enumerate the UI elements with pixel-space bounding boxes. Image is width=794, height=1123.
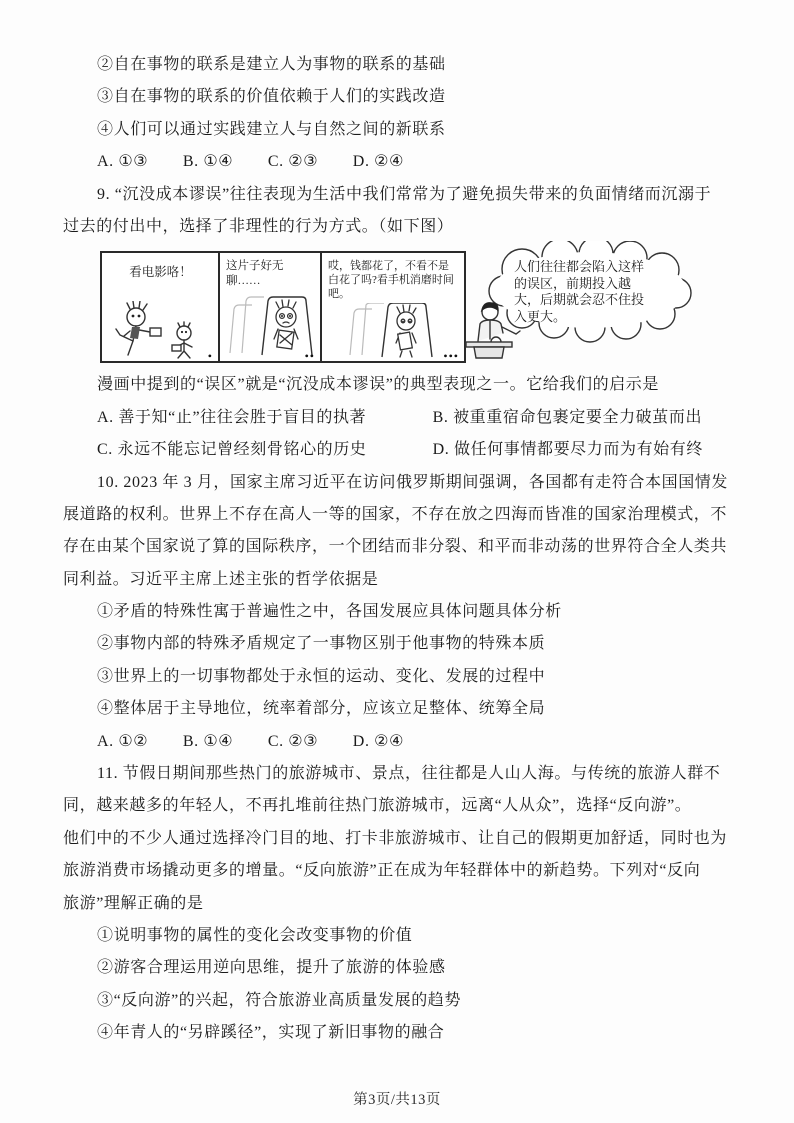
q10-item-3: ③世界上的一切事物都处于永恒的运动、变化、发展的过程中: [97, 667, 546, 685]
viewer-on-phone-figure-icon: [332, 303, 452, 359]
q8-answer-b: B. ①④: [182, 153, 234, 171]
q10-item-2: ②事物内部的特殊矛盾规定了一事物区别于他事物的特殊本质: [97, 635, 546, 653]
q11-stem-line-1: 11. 节假日期间那些热门的旅游城市、景点，往往都是人山人海。与传统的旅游人群不: [97, 765, 721, 783]
q11-stem-line-4: 旅游消费市场撬动更多的增量。“反向旅游”正在成为年轻群体中的新趋势。下列对“反向: [63, 862, 701, 880]
q11-stem-line-2: 同，越来越多的年轻人，不再扎堆前往热门旅游城市，远离“人从众”，选择“反向游”。: [63, 797, 692, 815]
exam-content: [63, 49, 731, 1050]
q10-answer-a: A. ①②: [97, 732, 149, 750]
comic-strip: [100, 251, 466, 363]
q10-answer-c: C. ②③: [267, 732, 319, 750]
q10-stem-line-1: 10. 2023 年 3 月，国家主席习近平在访问俄罗斯期间强调，各国都有走符合本国国情发: [97, 473, 729, 491]
q9-option-b: B. 被重重宿命包裹定要全力破茧而出: [432, 408, 703, 426]
q10-stem-line-3: 存在由某个国家说了算的国际秩序，一个团结而非分裂、和平而非动荡的世界符合全人类共: [63, 538, 728, 556]
q10-stem-line-2: 展道路的权利。世界上不存在高人一等的国家，不存在放之四海而皆准的国家治理模式，不: [63, 505, 728, 523]
q11-stem-line-3: 他们中的不少人通过选择冷门目的地、打卡非旅游城市、让自己的假期更加舒适，同时也为: [63, 829, 728, 847]
q11-item-4: ④年青人的“另辟蹊径”，实现了新旧事物的融合: [97, 1024, 445, 1042]
q10-stem-line-4: 同利益。习近平主席上述主张的哲学依据是: [63, 570, 379, 588]
q9-option-row-cd: [63, 434, 731, 466]
q11-item-3: ③“反向游”的兴起，符合旅游业高质量发展的趋势: [97, 991, 462, 1009]
q9-option-c: C. 永远不能忘记曾经刻骨铭心的历史: [97, 441, 367, 459]
thought-cloud-text: 人们往往都会陷入这样的误区，前期投入越大，后期就会忍不住投入更大。: [514, 259, 645, 324]
moviegoer-excited-figure-icon: [106, 301, 213, 364]
q10-answer-d: D. ②④: [352, 732, 405, 750]
sunk-cost-comic: [63, 247, 731, 363]
comic-commentary: [470, 247, 731, 363]
comic-panel-1-caption: 看电影咯！: [129, 265, 192, 280]
q11-item-1: ①说明事物的属性的变化会改变事物的价值: [97, 926, 413, 944]
q10-answer-row: [63, 726, 731, 758]
q9-option-a: A. 善于知“止”往往会胜于盲目的执著: [97, 408, 367, 426]
panel-2-dots: ••: [304, 349, 315, 364]
q11-item-2: ②游客合理运用逆向思维，提升了旅游的体验感: [97, 959, 446, 977]
comic-panel-1: [102, 253, 220, 364]
lecturer-at-podium-figure-icon: [462, 299, 526, 359]
q9-stem-line-1: 9. “沉没成本谬误”往往表现为生活中我们常常为了避免损失带来的负面情绪而沉溺于: [97, 185, 712, 203]
q8-answer-d: D. ②④: [352, 153, 405, 171]
panel-3-dots: •••: [443, 349, 459, 364]
q10-item-4: ④整体居于主导地位，统率着部分，应该立足整体、统筹全局: [97, 700, 546, 718]
q9-followup: 漫画中提到的“误区”就是“沉没成本谬误”的典型表现之一。它给我们的启示是: [97, 376, 660, 394]
q8-item-4: ④人们可以通过实践建立人与自然之间的新联系: [97, 120, 446, 138]
comic-panel-2-caption: 这片子好无聊……: [226, 260, 284, 288]
q8-item-2: ②自在事物的联系是建立人为事物的联系的基础: [97, 56, 446, 73]
q8-item-3: ③自在事物的联系的价值依赖于人们的实践改造: [97, 88, 446, 106]
q8-answer-row: [63, 146, 731, 178]
panel-1-dot: •: [207, 349, 213, 364]
q10-answer-b: B. ①④: [182, 732, 234, 750]
q11-stem-line-5: 旅游”理解正确的是: [63, 894, 204, 912]
q9-option-row-ab: [63, 402, 731, 434]
comic-panel-3: [322, 253, 464, 364]
comic-panel-2: [220, 253, 322, 364]
q10-item-1: ①矛盾的特殊性寓于普遍性之中，各国发展应具体问题具体分析: [97, 603, 562, 621]
q8-answer-a: A. ①③: [97, 153, 149, 171]
comic-panel-3-caption: 哎，钱都花了，不看不是白花了吗?看手机消磨时间吧。: [328, 260, 454, 301]
q9-stem-line-2: 过去的付出中，选择了非理性的行为方式。（如下图）: [63, 217, 454, 235]
q9-option-d: D. 做任何事情都要尽力而为有始有终: [432, 441, 703, 459]
bored-viewer-in-seat-figure-icon: [224, 293, 318, 364]
q8-answer-c: C. ②③: [267, 153, 319, 171]
page-number-footer: 第3页/共13页: [353, 1092, 441, 1108]
